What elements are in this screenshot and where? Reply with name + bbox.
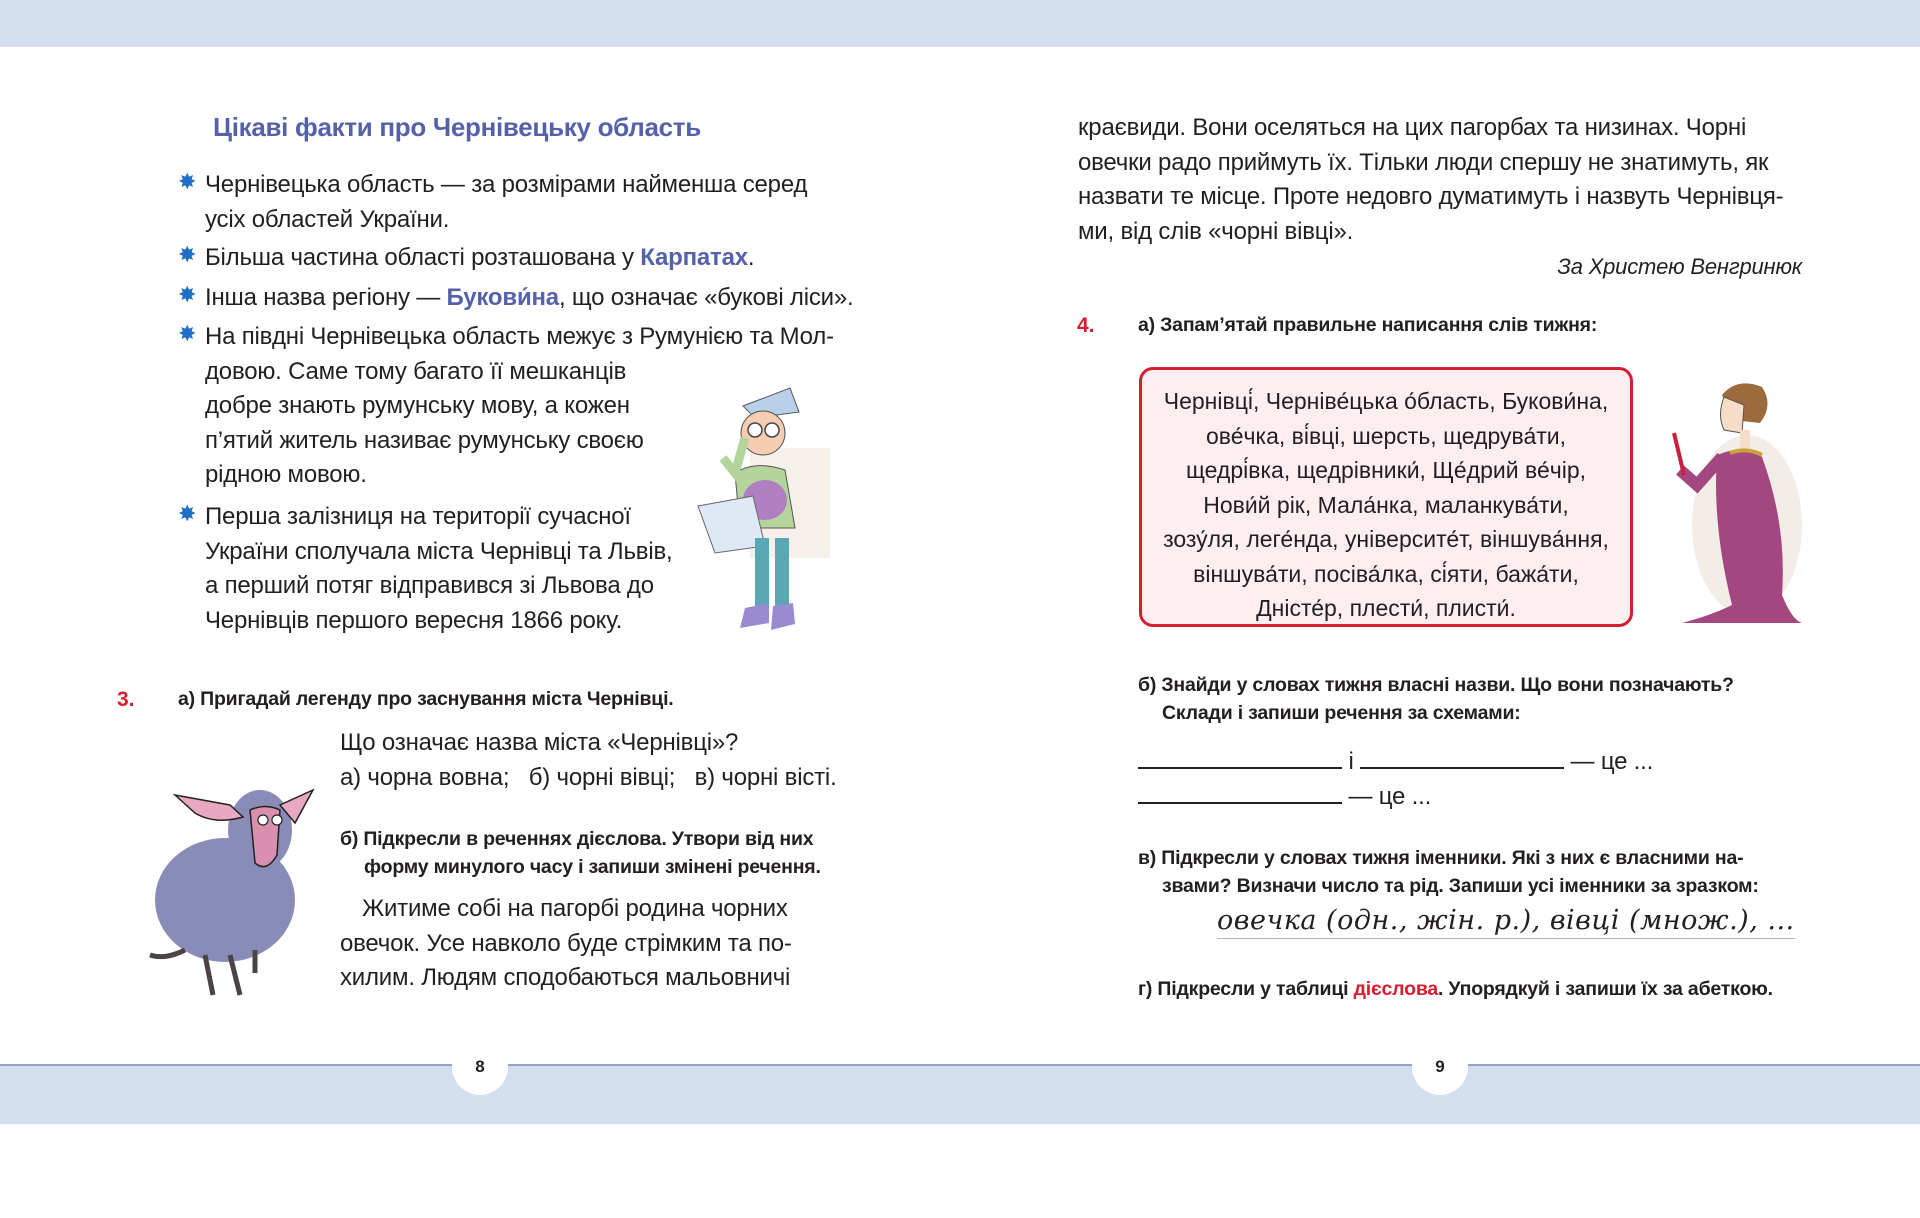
source-attribution: За Христею Венгринюк — [1557, 254, 1802, 279]
words-of-week-box — [1139, 367, 1633, 627]
task-4g-text: г) Підкресли у таблиці — [1138, 978, 1354, 1000]
starburst-bullet-icon: ✸ — [178, 169, 197, 194]
fact-item — [178, 281, 855, 316]
option-v[interactable]: в) чорні вісті. — [694, 764, 837, 791]
word-line: ове́чка, ві́вці, шерсть, щедрува́ти, — [1205, 422, 1567, 449]
task-4g-text: . Упорядкуй і запиши їх за абеткою. — [1438, 978, 1773, 1000]
page-number-right: 9 — [1412, 1039, 1468, 1095]
word-line: віншува́ти, посіва́лка, сі́яти, бажа́ти, — [1193, 560, 1579, 587]
sheep-illustration — [145, 775, 315, 997]
task-4v-label — [1138, 844, 1818, 900]
passage-line: овечок. Усе навколо буде стрімким та по- — [340, 929, 792, 957]
fact-line: рідною мовою. — [205, 461, 367, 488]
fact-item — [178, 168, 855, 237]
fact-line: добре знають румунську мову, а кожен — [205, 392, 630, 419]
task-3-number: 3. — [117, 688, 135, 711]
accent-word-karpaty: Карпатах — [640, 244, 748, 271]
fact-text: Більша частина області розташована у — [205, 244, 641, 271]
fact-line: Чернівців першого вересня 1866 року. — [205, 606, 623, 634]
task-4-number: 4. — [1077, 314, 1095, 337]
fact-text: Інша назва регіону — — [205, 284, 447, 311]
word-line: щедрі́вка, щедрівники́, Ще́дрий ве́чір, — [1185, 457, 1587, 483]
fact-text: , що означає «букові ліси». — [558, 284, 854, 311]
fact-line: п’ятий житель називає румунську своєю — [205, 426, 644, 454]
starburst-bullet-icon: ✸ — [178, 242, 197, 267]
bottom-band — [0, 1064, 1920, 1124]
fact-line: довою. Саме тому багато її мешканців — [205, 357, 627, 385]
starburst-bullet-icon: ✸ — [178, 501, 197, 526]
passage-line: назвати те місце. Проте недовго думатимуть і назвуть Чернівця- — [1078, 183, 1784, 210]
fact-line: а перший потяг відправився зі Львова до — [205, 572, 654, 599]
top-band — [0, 0, 1920, 47]
task-3a-label: а) Пригадай легенду про заснування міста Чернівці. — [178, 688, 674, 710]
task-4v-line: звами? Визначи число та рід. Запиши усі іменники за зразком: — [1162, 875, 1759, 897]
scheme-tail: — це ... — [1570, 748, 1654, 775]
word-line: Чернівці́, Черніве́цька о́бласть, Букови́на, — [1163, 388, 1609, 414]
answer-blank[interactable] — [1360, 765, 1564, 769]
fact-text: . — [747, 244, 755, 271]
fact-line: усіх областей України. — [205, 205, 450, 233]
starburst-bullet-icon: ✸ — [178, 321, 197, 346]
scheme-tail: — це ... — [1348, 783, 1432, 810]
handwritten-sample: овечка (одн., жін. р.), вівці (множ.), ... — [1217, 905, 1795, 939]
task-3b-line: б) Підкресли в реченнях дієслова. Утвори від них — [340, 828, 814, 850]
task-4a-label: а) Запам’ятай правильне написання слів тижня: — [1138, 314, 1598, 336]
task-3b-label — [340, 825, 845, 881]
highlight-word-verbs: дієслова — [1353, 978, 1438, 1000]
task-4b-label — [1138, 671, 1808, 727]
fact-line: України сполучала міста Чернівці та Львів, — [205, 537, 673, 565]
passage-line: краєвиди. Вони оселяться на цих пагорбах та низинах. Чорні — [1078, 114, 1747, 141]
fact-line: Перша залізниця на території сучасної — [205, 503, 631, 530]
scheme-2 — [1138, 780, 1818, 815]
scheme-connector: і — [1348, 748, 1354, 775]
passage-line: хилим. Людям сподобаються мальовничі — [340, 964, 791, 991]
page-number-left: 8 — [452, 1039, 508, 1095]
accent-word-bukovyna: Букови́на — [446, 284, 559, 311]
answer-blank[interactable] — [1138, 765, 1342, 769]
passage-continuation — [1078, 111, 1808, 249]
starburst-bullet-icon: ✸ — [178, 282, 197, 307]
task-3-options — [340, 761, 860, 796]
scheme-1 — [1138, 745, 1818, 780]
word-line: зозу́ля, леге́нда, університе́т, віншува́ння, — [1163, 526, 1609, 552]
task-3b-line: форму минулого часу і запиши змінені речення. — [364, 856, 821, 878]
fact-line: Чернівецька область — за розмірами найменша серед — [205, 171, 808, 198]
task-4b-line: б) Знайди у словах тижня власні назви. Що вони позначають? — [1138, 674, 1734, 696]
fact-line: На півдні Чернівецька область межує з Румунією та Мол- — [205, 323, 834, 350]
word-line: Нови́й рік, Мала́нка, маланкува́ти, — [1203, 491, 1569, 518]
passage-line: ми, від слів «чорні вівці». — [1078, 217, 1354, 245]
option-a[interactable]: а) чорна вовна; — [340, 764, 510, 791]
passage-line: Житиме собі на пагорбі родина чорних — [362, 895, 788, 922]
task-3-question: Що означає назва міста «Чернівці»? — [340, 729, 739, 756]
task-3-passage — [340, 892, 845, 996]
task-4v-line: в) Підкресли у словах тижня іменники. Які з них є власними на- — [1138, 847, 1744, 869]
fact-item — [178, 241, 855, 276]
task-4g-label — [1138, 978, 1828, 1001]
task-4b-line: Склади і запиши речення за схемами: — [1162, 702, 1521, 724]
answer-blank[interactable] — [1138, 800, 1342, 804]
option-b[interactable]: б) чорні вівці; — [528, 764, 676, 791]
word-line: Дністе́р, плести́, плисти́. — [1256, 595, 1516, 621]
woman-with-pencil-illustration — [1652, 375, 1807, 627]
passage-line: овечки радо приймуть їх. Тільки люди спершу не знатимуть, як — [1078, 148, 1769, 176]
boy-reading-map-illustration — [695, 378, 835, 636]
facts-title: Цікаві факти про Чернівецьку область — [213, 112, 701, 142]
